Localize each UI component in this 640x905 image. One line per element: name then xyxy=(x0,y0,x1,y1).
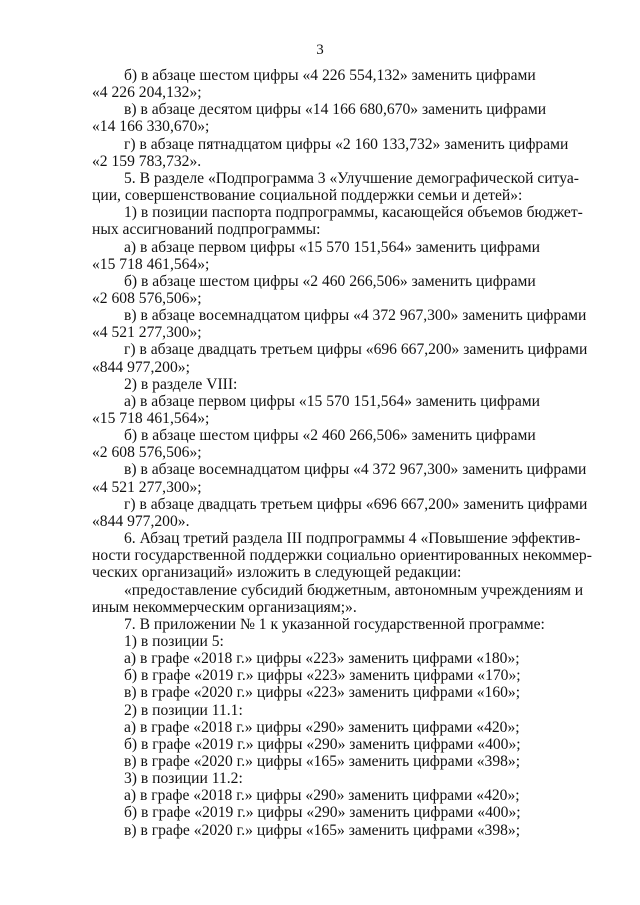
text-line: «2 159 783,732». xyxy=(92,152,202,170)
text-line: «15 718 461,564»; xyxy=(92,255,210,273)
text-line: 2) в позиции 11.1: xyxy=(124,701,243,719)
text-line: б) в абзаце шестом цифры «2 460 266,506» заменить цифрами xyxy=(124,272,536,290)
text-line: а) в графе «2018 г.» цифры «290» заменить цифрами «420»; xyxy=(124,787,520,805)
text-line: в) в абзаце восемнадцатом цифры «4 372 967,300» заменить цифрами xyxy=(124,461,587,479)
text-line: «14 166 330,670»; xyxy=(92,118,210,136)
text-line: 1) в позиции паспорта подпрограммы, касающейся объемов бюджет- xyxy=(124,204,583,222)
text-line: а) в графе «2018 г.» цифры «223» заменить цифрами «180»; xyxy=(124,650,520,668)
text-line: 5. В разделе «Подпрограмма 3 «Улучшение демографической ситуа- xyxy=(124,169,579,187)
text-line: «844 977,200»; xyxy=(92,358,190,376)
text-line: а) в абзаце первом цифры «15 570 151,564» заменить цифрами xyxy=(124,392,540,410)
text-line: «предоставление субсидий бюджетным, автономным учреждениям и xyxy=(124,581,584,599)
text-line: б) в абзаце шестом цифры «4 226 554,132» заменить цифрами xyxy=(124,67,536,84)
text-line: иным некоммерческим организациям;». xyxy=(92,598,357,616)
text-line: «4 226 204,132»; xyxy=(92,84,202,102)
text-line: ных ассигнований подпрограммы: xyxy=(92,221,321,239)
text-line: «2 608 576,506»; xyxy=(92,289,202,307)
text-line: б) в абзаце шестом цифры «2 460 266,506» заменить цифрами xyxy=(124,427,536,445)
text-line: б) в графе «2019 г.» цифры «290» заменить цифрами «400»; xyxy=(124,804,521,822)
text-line: г) в абзаце двадцать третьем цифры «696 667,200» заменить цифрами xyxy=(124,495,588,513)
text-line: б) в графе «2019 г.» цифры «223» заменить цифрами «170»; xyxy=(124,667,521,685)
text-line: в) в абзаце восемнадцатом цифры «4 372 967,300» заменить цифрами xyxy=(124,307,587,325)
text-line: в) в абзаце десятом цифры «14 166 680,670» заменить цифрами xyxy=(124,101,547,119)
text-line: г) в абзаце двадцать третьем цифры «696 667,200» заменить цифрами xyxy=(124,341,588,359)
text-line: 7. В приложении № 1 к указанной государственной программе: xyxy=(124,615,545,633)
text-line: а) в абзаце первом цифры «15 570 151,564» заменить цифрами xyxy=(124,238,540,256)
page-number: 3 xyxy=(316,42,324,58)
text-line: 1) в позиции 5: xyxy=(124,632,224,650)
text-line: б) в графе «2019 г.» цифры «290» заменить цифрами «400»; xyxy=(124,735,521,753)
text-line: в) в графе «2020 г.» цифры «165» заменить цифрами «398»; xyxy=(124,753,521,770)
text-line: в) в графе «2020 г.» цифры «165» заменить цифрами «398»; xyxy=(124,821,521,839)
text-line: «2 608 576,506»; xyxy=(92,444,202,462)
text-line: 3) в позиции 11.2: xyxy=(124,770,243,788)
text-line: «4 521 277,300»; xyxy=(92,478,202,496)
text-line: 6. Абзац третий раздела III подпрограммы 4 «Повышение эффектив- xyxy=(124,530,581,547)
text-line: ции, совершенствование социальной поддержки семьи и детей»: xyxy=(92,187,523,204)
text-line: «4 521 277,300»; xyxy=(92,324,202,342)
text-line: 2) в разделе VIII: xyxy=(124,375,238,393)
text-line: «844 977,200». xyxy=(92,512,190,530)
text-line: «15 718 461,564»; xyxy=(92,410,210,427)
text-line: г) в абзаце пятнадцатом цифры «2 160 133,732» заменить цифрами xyxy=(124,135,569,153)
text-line: ческих организаций» изложить в следующей редакции: xyxy=(92,564,462,582)
text-line: ности государственной поддержки социально ориентированных некоммер- xyxy=(92,547,592,565)
text-line: в) в графе «2020 г.» цифры «223» заменить цифрами «160»; xyxy=(124,684,521,702)
text-line: а) в графе «2018 г.» цифры «290» заменить цифрами «420»; xyxy=(124,718,520,736)
